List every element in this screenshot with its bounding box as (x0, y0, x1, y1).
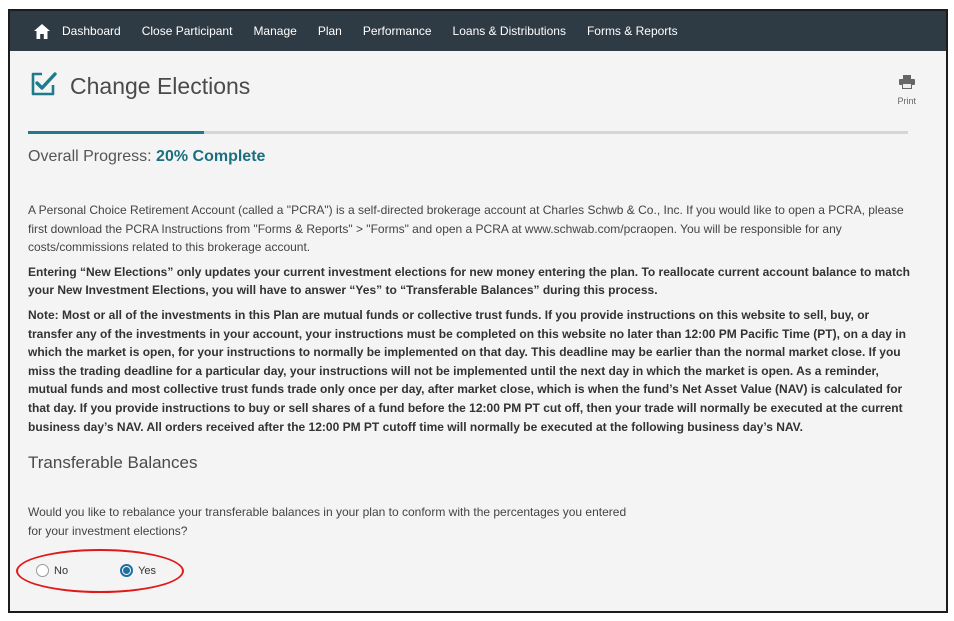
print-label[interactable]: Print (897, 96, 916, 106)
radio-no-button[interactable] (36, 564, 49, 577)
nav-item-loans-distributions[interactable]: Loans & Distributions (452, 24, 566, 38)
election-info (28, 201, 914, 442)
progress-value: 20% Complete (156, 148, 266, 165)
app-window (8, 9, 948, 613)
progress-bar (28, 131, 908, 134)
checkbox-edit-icon (28, 69, 58, 99)
rebalance-radio-group (36, 564, 208, 577)
top-navigation (10, 11, 946, 51)
radio-yes-button[interactable] (120, 564, 133, 577)
nav-item-forms-reports[interactable]: Forms & Reports (586, 24, 678, 38)
radio-yes-label[interactable]: Yes (138, 564, 157, 577)
nav-item-plan[interactable]: Plan (317, 24, 342, 38)
radio-selected-dot (123, 567, 130, 574)
pcra-paragraph: A Personal Choice Retirement Account (called a "PCRA") is a self-directed brokerage account at Charles Schwb & Co., Inc. If you would like to open a PCRA, please first download the PCRA Instructions from "Forms & Reports" > "Forms" and open a PCRA at www.schwab.com/pcraopen. You will be responsible for any costs/commissions related to this brokerage account. (28, 203, 904, 255)
radio-no-label[interactable]: No (54, 564, 69, 577)
progress-text (28, 148, 265, 166)
printer-icon[interactable] (899, 75, 915, 94)
page-header (10, 51, 946, 131)
radio-option-no[interactable] (36, 564, 68, 577)
rebalance-question: Would you like to rebalance your transferable balances in your plan to conform with the percentages you entered for your investment elections? (28, 505, 627, 538)
nav-item-performance[interactable]: Performance (362, 24, 432, 38)
page-title: Change Elections (70, 73, 251, 99)
radio-option-yes[interactable] (120, 564, 156, 577)
transferable-balances-heading: Transferable Balances (28, 453, 198, 472)
nav-item-dashboard[interactable]: Dashboard (62, 24, 121, 38)
print-button[interactable] (897, 75, 916, 106)
elections-paragraph: Entering “New Elections” only updates your current investment elections for new money entering the plan. To reallocate current account balance to match your New Investment Elections, you will have to answer “Yes” to “Transferable Balances” during this process. (28, 264, 910, 298)
nav-item-close-participant[interactable]: Close Participant (141, 24, 233, 38)
nav-item-manage[interactable]: Manage (253, 24, 297, 38)
home-icon[interactable] (34, 23, 50, 39)
note-paragraph: Note: Most or all of the investments in this Plan are mutual funds or collective trust funds. If you provide instructions on this website to sell, buy, or transfer any of the investments in your account, your instructions must be completed on this website no later than 12:00 PM Pacific Time (PT), on a day in which the market is open, for your instructions to normally be implemented on that day. This deadline may be earlier than the normal market close. If you miss the trading deadline for a particular day, your instructions will not be implemented until the next day in which the market is open. As a reminder, mutual funds and most collective trust funds trade only once per day, after market close, which is when the fund’s Net Asset Value (NAV) is calculated for that day. If you provide instructions to buy or sell shares of a fund before the 12:00 PM PT cut off, then your trade will normally be executed at the current business day’s NAV. All orders received after the 12:00 PM PT cutoff time will normally be executed at the following business day’s NAV. (28, 307, 906, 434)
progress-bar-fill (28, 131, 204, 134)
progress-label: Overall Progress: (28, 148, 152, 165)
